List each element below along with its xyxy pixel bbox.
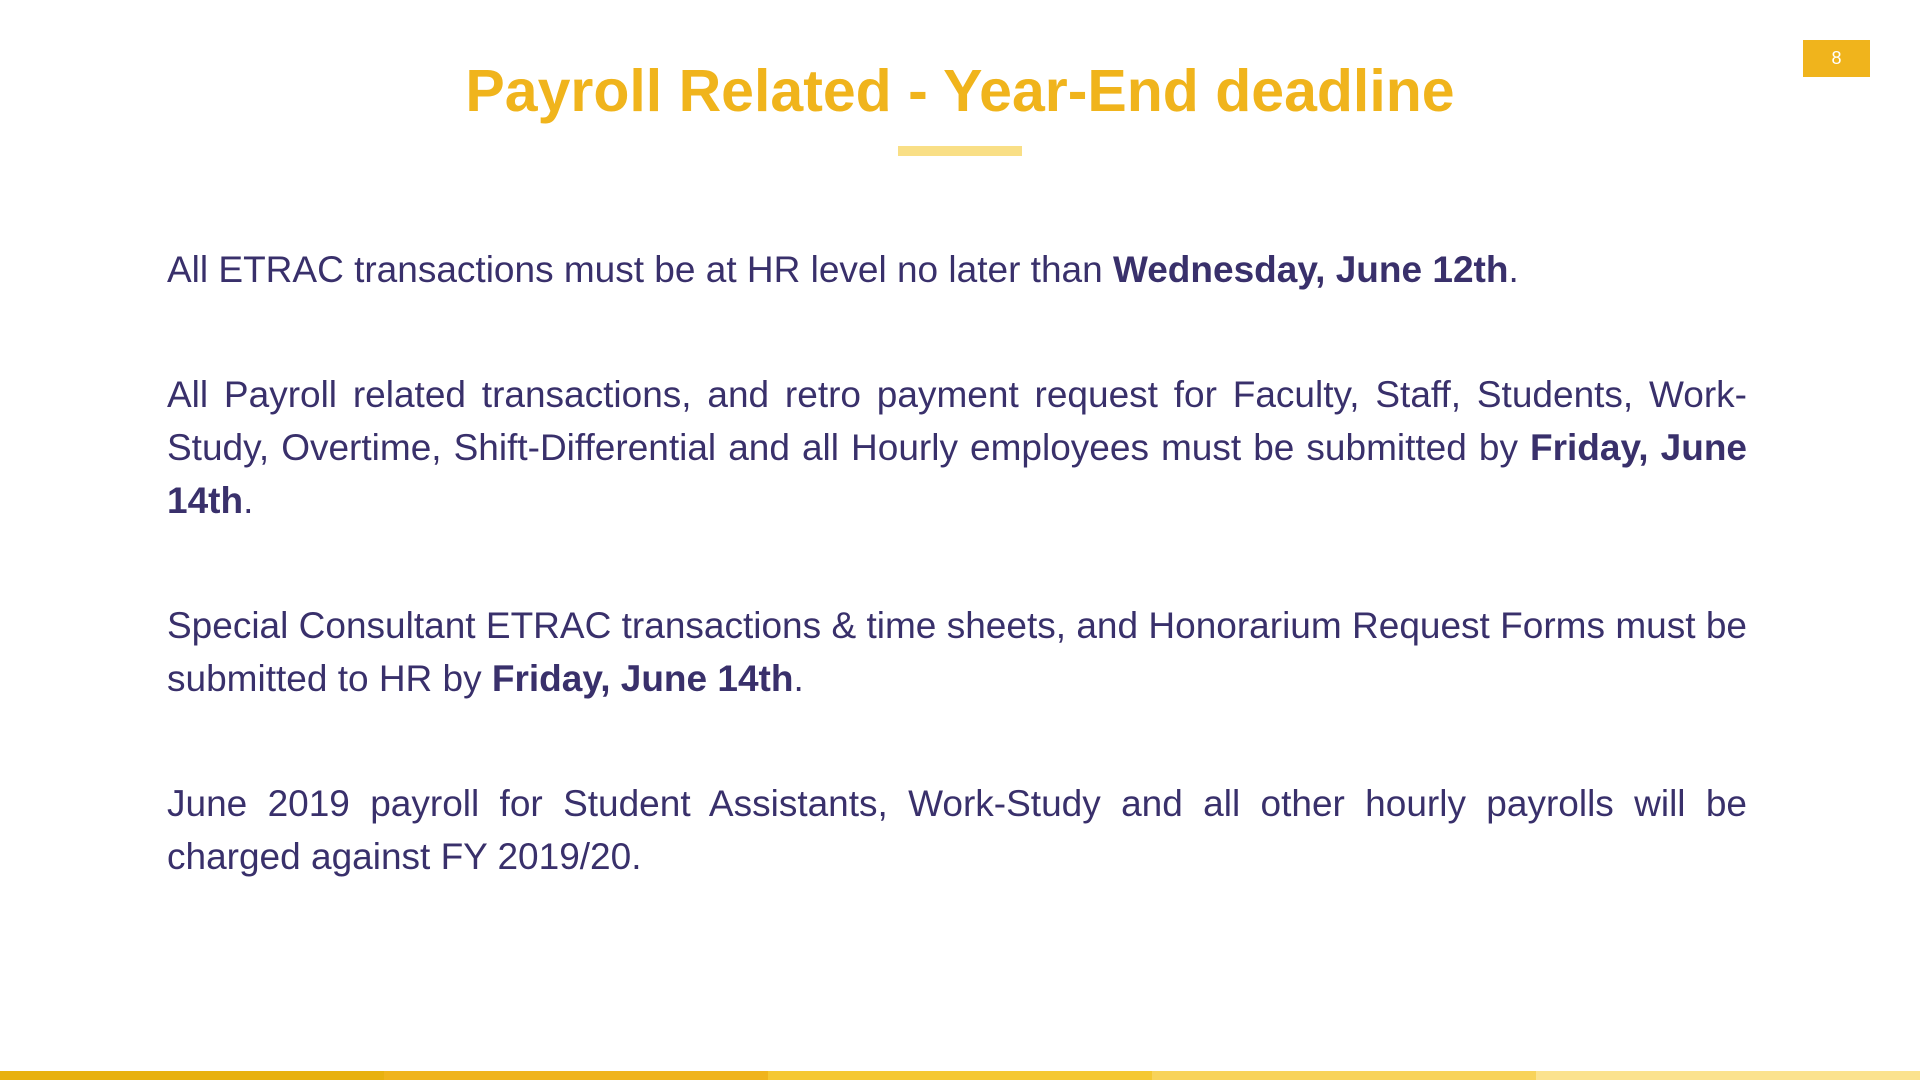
footer-segment <box>768 1071 1152 1080</box>
paragraph-special-consultant <box>167 599 1747 705</box>
deadline-date: Friday, June 14th <box>491 658 794 699</box>
paragraph-text: Special Consultant ETRAC transactions & time sheets, and Honorarium Request Forms must be submitted to HR by <box>167 605 1747 699</box>
deadline-date: Wednesday, June 12th <box>1112 249 1509 290</box>
paragraph-text: All ETRAC transactions must be at HR level no later than <box>167 249 1113 290</box>
title-underline <box>898 146 1022 156</box>
paragraph-text: All Payroll related transactions, and retro payment request for Faculty, Staff, Students, Work-Study, Overtime, Shift-Differential and all Hourly employees must be submitted by <box>167 374 1747 468</box>
paragraph-june-payroll <box>167 777 1747 883</box>
footer-segment <box>1152 1071 1536 1080</box>
paragraph-punctuation: . <box>793 658 804 699</box>
deadline-date: Friday, June 14th <box>167 427 1747 521</box>
footer-gradient-bar <box>0 1071 1920 1080</box>
paragraph-punctuation: . <box>243 480 254 521</box>
paragraph-etrac-deadline <box>167 243 1747 296</box>
paragraph-punctuation: . <box>1508 249 1519 290</box>
paragraph-text: June 2019 payroll for Student Assistants, Work-Study and all other hourly payrolls will be charged against FY 2019/20. <box>167 783 1747 877</box>
footer-segment <box>0 1071 384 1080</box>
paragraph-payroll-transactions <box>167 368 1747 527</box>
slide-title: Payroll Related - Year-End deadline <box>465 58 1455 124</box>
footer-segment <box>1536 1071 1920 1080</box>
page-number: 8 <box>1831 48 1842 68</box>
slide-content <box>167 243 1747 955</box>
footer-segment <box>384 1071 768 1080</box>
